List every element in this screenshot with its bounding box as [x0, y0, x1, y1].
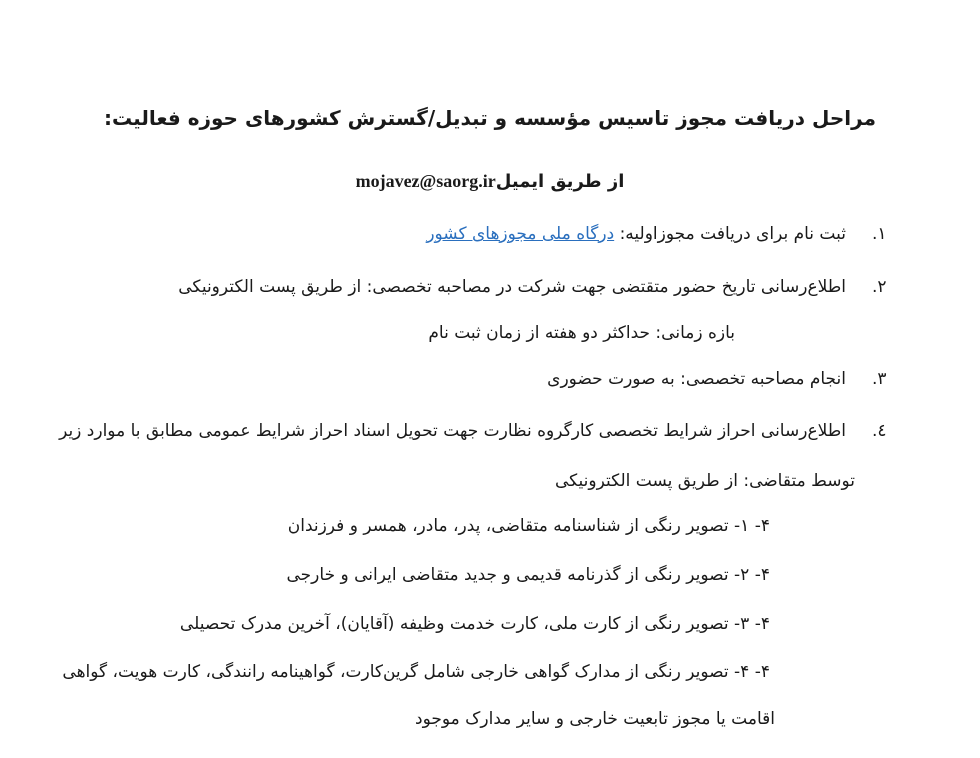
item-1-number: ١.: [872, 224, 887, 244]
numbered-item-2: [178, 277, 892, 297]
numbered-item-4: [59, 421, 892, 441]
sub-item-4-2: ۴- ۲- تصویر رنگی از گذرنامه قدیمی و جدید متقاضی ایرانی و خارجی: [286, 565, 770, 585]
national-permits-portal-link[interactable]: درگاه ملی مجوزهای کشور: [426, 224, 615, 244]
email-label: از طریق ایمیل: [495, 171, 625, 192]
sub-item-4-3: ۴- ۳- تصویر رنگی از کارت ملی، کارت خدمت وظیفه (آقایان)، آخرین مدرک تحصیلی: [179, 614, 770, 634]
item-1-text-plain: ثبت نام برای دریافت مجوزاولیه:: [614, 224, 846, 244]
item-4-continuation: توسط متقاضی: از طریق پست الکترونیکی: [554, 471, 855, 491]
item-4-text: اطلاع‌رسانی احراز شرایط تخصصی کارگروه نظارت جهت تحویل اسناد احراز شرایط عمومی مطابق با موارد زیر: [59, 421, 846, 441]
sub-item-4-1: ۴- ۱- تصویر رنگی از شناسنامه متقاضی، پدر، مادر، همسر و فرزندان: [287, 516, 770, 536]
item-3-number: ٣.: [872, 369, 887, 389]
item-3-text: انجام مصاحبه تخصصی: به صورت حضوری: [547, 369, 846, 389]
sub-item-4-4: ۴- ۴- تصویر رنگی از مدارک گواهی خارجی شامل گرین‌کارت، گواهینامه رانندگی، کارت هویت، گواهی: [62, 662, 770, 682]
item-2-text: اطلاع‌رسانی تاریخ حضور متقتضی جهت شرکت در مصاحبه تخصصی: از طریق پست الکترونیکی: [178, 277, 846, 297]
document-title: مراحل دریافت مجوز تاسیس مؤسسه و تبدیل/گسترش کشورهای حوزه فعالیت:: [104, 106, 876, 130]
item-2-number: ٢.: [872, 277, 887, 297]
item-2-subline: بازه زمانی: حداکثر دو هفته از زمان ثبت نام: [428, 323, 735, 343]
document-subtitle: [0, 171, 980, 192]
sub-item-4-4-continuation: اقامت یا مجوز تابعیت خارجی و سایر مدارک موجود: [415, 709, 775, 729]
item-1-text: [426, 224, 846, 244]
email-address: mojavez@saorg.ir: [355, 171, 496, 191]
numbered-item-3: [547, 369, 892, 389]
item-4-number: ٤.: [872, 421, 887, 441]
numbered-item-1: [426, 224, 892, 244]
